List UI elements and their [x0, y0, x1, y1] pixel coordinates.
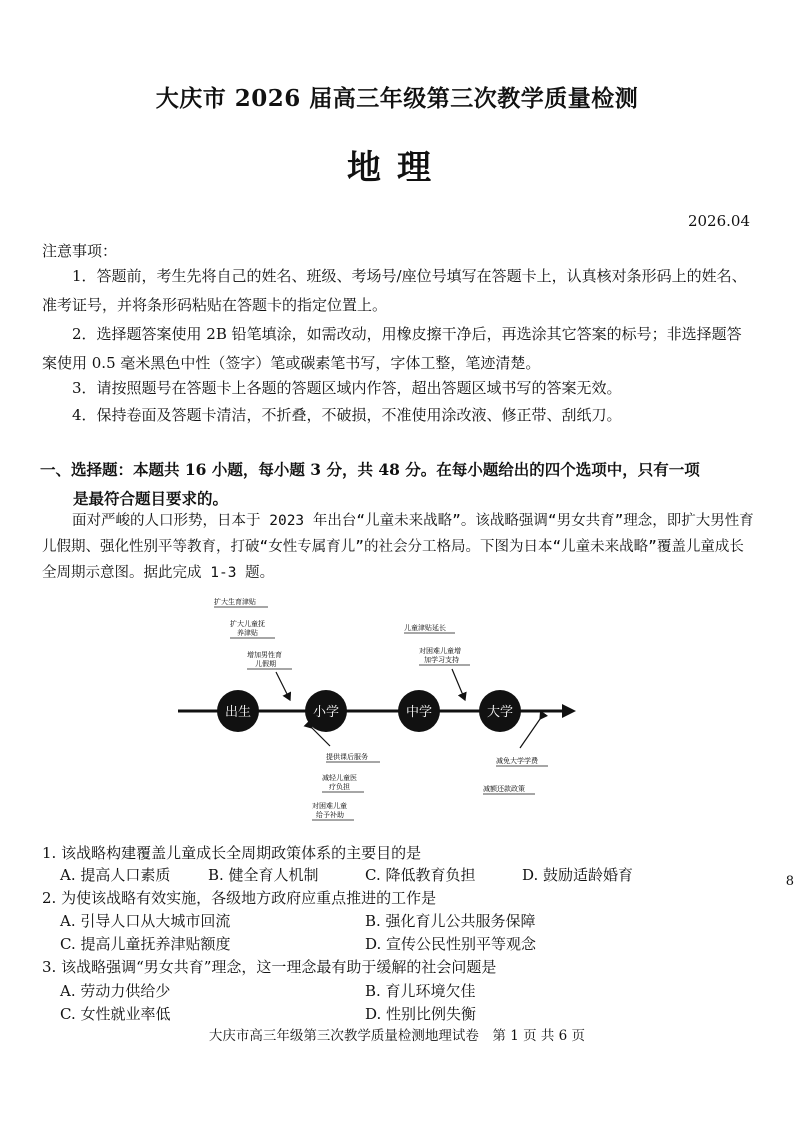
q2-option-d[interactable]: D. 宣传公民性别平等观念	[365, 935, 537, 953]
q3-option-c[interactable]: C. 女性就业率低	[60, 1005, 171, 1023]
label-hardship-subsidy-2: 给予补助	[316, 811, 344, 819]
question-2-stem: 2. 为使该战略有效实施，各级地方政府应重点推进的工作是	[42, 889, 437, 907]
label-child-support-2: 养津贴	[237, 629, 258, 637]
arrow-to-birth-stage	[276, 672, 290, 700]
label-hardship-subsidy-1: 对困难儿童	[312, 802, 347, 810]
stage-label-primary: 小学	[312, 705, 340, 720]
q1-option-c[interactable]: C. 降低教育负担	[365, 866, 476, 884]
question-3-stem: 3. 该战略强调“男女共育”理念，这一理念最有助于缓解的社会问题是	[42, 958, 497, 976]
stage-label-birth: 出生	[224, 705, 252, 720]
label-allowance-extended: 儿童津贴延长	[404, 624, 446, 632]
stage-label-university: 大学	[486, 705, 514, 720]
q2-option-b[interactable]: B. 强化育儿公共服务保障	[365, 912, 536, 930]
notice-item-1: 1．答题前，考生先将自己的姓名、班级、考场号/座位号填写在答题卡上，认真核对条形码上的姓名、准考证号，并将条形码粘贴在答题卡的指定位置上。	[42, 267, 747, 314]
question-intro: 面对严峻的人口形势，日本于 2023 年出台“儿童未来战略”。该战略强调“男女共育”理念，即扩大男性育儿假期、强化性别平等教育，打破“女性专属育儿”的社会分工格局。下图为日本“儿童未来战略”覆盖儿童成长全周期示意图。据此完成 1-3 题。	[42, 513, 754, 581]
subject-title: 地理	[347, 148, 447, 188]
label-paternity-leave-2: 儿假期	[255, 660, 276, 668]
exam-date: 2026.04	[687, 212, 750, 230]
timeline-arrowhead	[562, 704, 576, 718]
arrow-from-university-stage	[520, 719, 540, 748]
notice-heading: 注意事项：	[42, 242, 118, 260]
q2-option-c[interactable]: C. 提高儿童抚养津贴额度	[60, 935, 231, 953]
label-reduced-repayment: 减额还款政策	[483, 785, 525, 793]
q1-option-d[interactable]: D. 鼓励适龄婚育	[522, 866, 634, 884]
notice-item-4: 4．保持卷面及答题卡清洁，不折叠，不破损，不准使用涂改液、修正带、刮纸刀。	[72, 406, 622, 424]
question-1-stem: 1. 该战略构建覆盖儿童成长全周期政策体系的主要目的是	[42, 844, 422, 862]
q1-option-a[interactable]: A. 提高人口素质	[60, 866, 171, 884]
q3-option-b[interactable]: B. 育儿环境欠佳	[365, 982, 476, 1000]
q3-option-d[interactable]: D. 性别比例失衡	[365, 1005, 477, 1023]
label-learning-support-1: 对困难儿童增	[419, 647, 461, 655]
label-after-school: 提供课后服务	[326, 753, 368, 761]
page-footer: 大庆市高三年级第三次教学质量检测地理试卷 第 1 页 共 6 页	[208, 1028, 586, 1044]
section-heading	[40, 455, 756, 513]
label-learning-support-2: 加学习支持	[424, 656, 459, 664]
notice-item-3: 3．请按照题号在答题卡上各题的答题区域内作答，超出答题区域书写的答案无效。	[72, 379, 622, 397]
label-medical-1: 减轻儿童医	[322, 774, 357, 782]
label-tuition-waiver: 减免大学学费	[496, 757, 538, 765]
notice-item-2: 2．选择题答案使用 2B 铅笔填涂，如需改动，用橡皮擦干净后，再选涂其它答案的标号；非选择题答案使用 0.5 毫米黑色中性（签字）笔或碳素笔书写，字体工整，笔迹清楚。	[42, 325, 742, 372]
label-birth-allowance: 扩大生育津贴	[214, 598, 256, 606]
label-child-support-1: 扩大儿童抚	[230, 620, 265, 628]
q3-option-a[interactable]: A. 劳动力供给少	[60, 982, 171, 1000]
arrow-to-middle-stage	[452, 669, 465, 700]
label-medical-2: 疗负担	[329, 783, 350, 791]
stage-label-middle: 中学	[405, 705, 433, 720]
edge-mark: 8	[785, 874, 794, 889]
q1-option-b[interactable]: B. 健全育人机制	[208, 866, 319, 884]
section-heading-line1: 一、选择题：本题共 16 小题，每小题 3 分，共 48 分。在每小题给出的四个选项中，只有一项	[40, 460, 700, 479]
label-paternity-leave-1: 增加男性育	[247, 651, 282, 659]
exam-title: 大庆市 2026 届高三年级第三次教学质量检测	[155, 85, 639, 112]
section-heading-line2: 是最符合题目要求的。	[73, 489, 229, 508]
q2-option-a[interactable]: A. 引导人口从大城市回流	[60, 912, 231, 930]
strategy-diagram	[170, 590, 590, 830]
